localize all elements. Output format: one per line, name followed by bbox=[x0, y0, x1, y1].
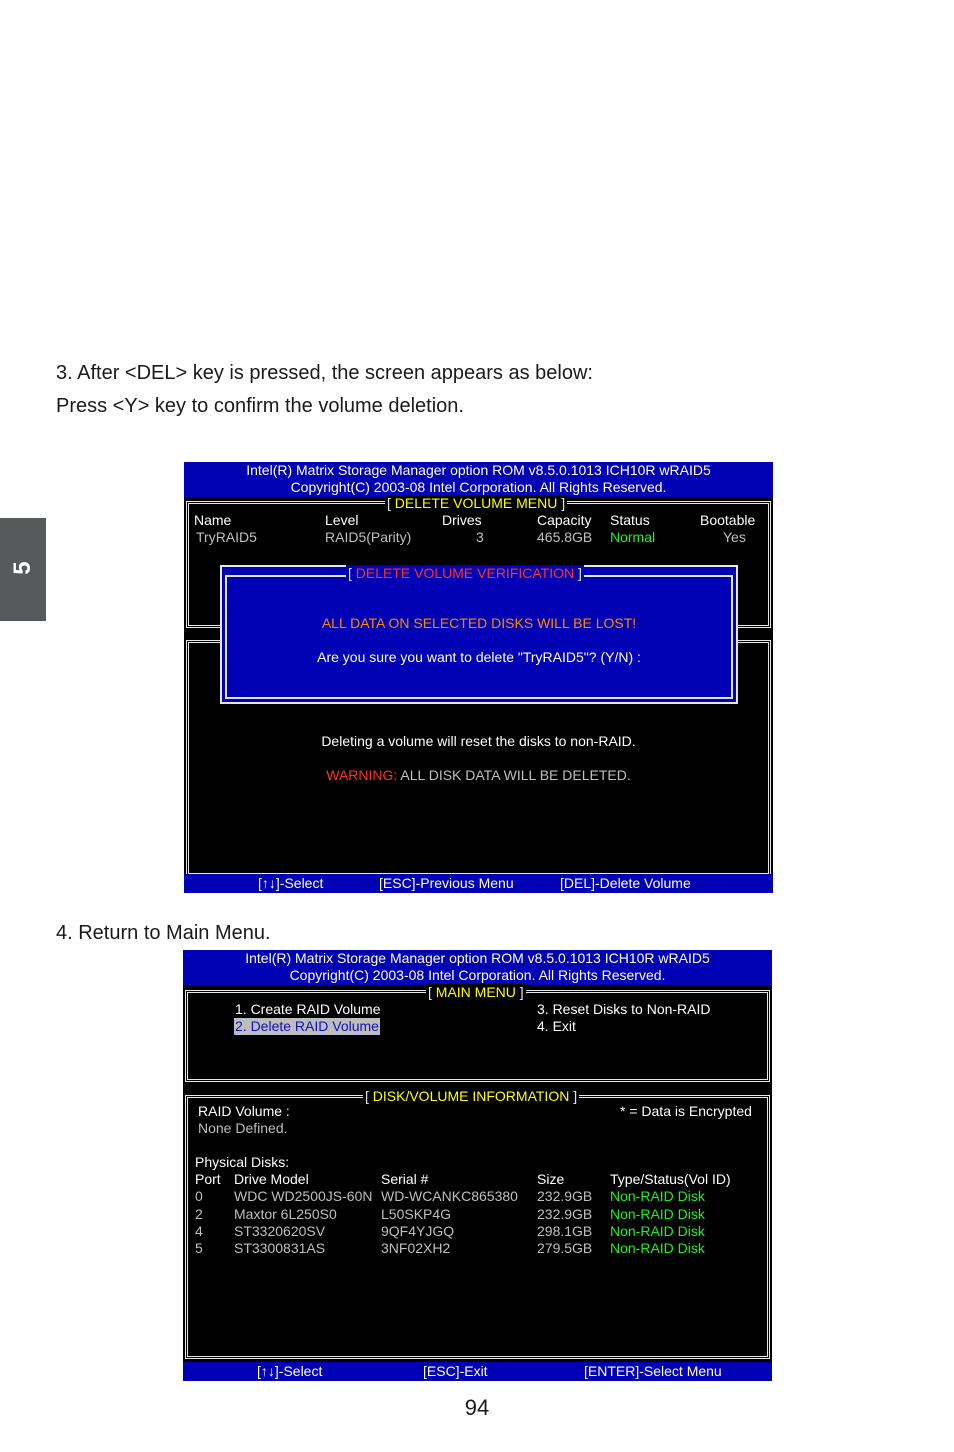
volume-capacity: 465.8GB bbox=[537, 529, 593, 545]
header-line2: Copyright(C) 2003-08 Intel Corporation. All Rights Reserved. bbox=[290, 479, 667, 495]
data-loss-warning: ALL DATA ON SELECTED DISKS WILL BE LOST! bbox=[321, 615, 637, 631]
header-line1: Intel(R) Matrix Storage Manager option ROM v8.5.0.1013 ICH10R wRAID5 bbox=[246, 462, 711, 478]
menu-delete-raid-volume[interactable]: 2. Delete RAID Volume bbox=[235, 1018, 379, 1034]
col-port: Port bbox=[195, 1171, 221, 1187]
physical-disks-label: Physical Disks: bbox=[195, 1154, 290, 1170]
disk-port: 0 bbox=[195, 1188, 203, 1204]
disk-size: 279.5GB bbox=[537, 1240, 593, 1256]
disk-model: Maxtor 6L250S0 bbox=[234, 1206, 337, 1222]
delete-confirm-prompt[interactable]: Are you sure you want to delete "TryRAID5"? (Y/N) : bbox=[317, 649, 641, 665]
volume-level: RAID5(Parity) bbox=[325, 529, 412, 545]
volume-bootable: Yes bbox=[723, 529, 746, 545]
col-capacity: Capacity bbox=[537, 512, 592, 528]
bios-footer bbox=[184, 874, 773, 893]
col-bootable: Bootable bbox=[700, 512, 756, 528]
col-drive-model: Drive Model bbox=[234, 1171, 309, 1187]
volume-drives: 3 bbox=[476, 529, 484, 545]
step3-line1: 3. After <DEL> key is pressed, the screen appears as below: bbox=[56, 362, 593, 384]
disk-type: Non-RAID Disk bbox=[610, 1223, 705, 1239]
col-name: Name bbox=[194, 512, 232, 528]
volume-status: Normal bbox=[610, 529, 656, 545]
page-number: 94 bbox=[464, 1395, 490, 1420]
menu-create-raid-volume[interactable]: 1. Create RAID Volume bbox=[235, 1001, 381, 1017]
disk-serial: WD-WCANKC865380 bbox=[381, 1188, 518, 1204]
col-size: Size bbox=[537, 1171, 565, 1187]
menu-reset-disks[interactable]: 3. Reset Disks to Non-RAID bbox=[537, 1001, 711, 1017]
footer-select-hint: [↑↓]-Select bbox=[257, 1363, 323, 1379]
main-menu-title: [ MAIN MENU ] bbox=[428, 984, 524, 1000]
footer-esc-hint: [ESC]-Exit bbox=[423, 1363, 488, 1379]
delete-verification-title: [ DELETE VOLUME VERIFICATION ] bbox=[348, 565, 582, 581]
col-status: Status bbox=[610, 512, 650, 528]
header-line2: Copyright(C) 2003-08 Intel Corporation. All Rights Reserved. bbox=[289, 967, 666, 983]
raid-volume-label: RAID Volume : bbox=[198, 1103, 290, 1119]
footer-enter-hint: [ENTER]-Select Menu bbox=[584, 1363, 722, 1379]
encrypted-note: * = Data is Encrypted bbox=[620, 1103, 752, 1119]
disk-size: 232.9GB bbox=[537, 1206, 593, 1222]
disk-port: 5 bbox=[195, 1240, 203, 1256]
footer-esc-hint: [ESC]-Previous Menu bbox=[379, 875, 514, 891]
disk-serial: 9QF4YJGQ bbox=[381, 1223, 455, 1239]
delete-volume-screen bbox=[184, 462, 773, 893]
disk-size: 232.9GB bbox=[537, 1188, 593, 1204]
disk-serial: 3NF02XH2 bbox=[381, 1240, 451, 1256]
footer-select-hint: [↑↓]-Select bbox=[258, 875, 324, 891]
col-level: Level bbox=[325, 512, 359, 528]
header-line1: Intel(R) Matrix Storage Manager option ROM v8.5.0.1013 ICH10R wRAID5 bbox=[245, 950, 710, 966]
col-type-status: Type/Status(Vol ID) bbox=[610, 1171, 731, 1187]
main-menu-screen bbox=[183, 950, 772, 1381]
disk-port: 2 bbox=[195, 1206, 203, 1222]
disk-model: WDC WD2500JS-60N bbox=[234, 1188, 373, 1204]
disk-model: ST3320620SV bbox=[234, 1223, 326, 1239]
disk-volume-info-title: [ DISK/VOLUME INFORMATION ] bbox=[365, 1088, 578, 1104]
bios-header bbox=[183, 950, 772, 985]
none-defined-text: None Defined. bbox=[198, 1120, 288, 1136]
volume-name[interactable]: TryRAID5 bbox=[196, 529, 257, 545]
reset-info-text: Deleting a volume will reset the disks to non-RAID. bbox=[321, 733, 636, 749]
disk-type: Non-RAID Disk bbox=[610, 1206, 705, 1222]
footer-del-hint: [DEL]-Delete Volume bbox=[560, 875, 691, 891]
disk-type: Non-RAID Disk bbox=[610, 1188, 705, 1204]
chapter-number: 5 bbox=[9, 561, 36, 575]
delete-volume-menu-title: [ DELETE VOLUME MENU ] bbox=[387, 495, 566, 511]
bios-header bbox=[184, 462, 773, 497]
step3-line2: Press <Y> key to confirm the volume deletion. bbox=[56, 395, 464, 417]
disk-size: 298.1GB bbox=[537, 1223, 593, 1239]
bios-footer bbox=[183, 1362, 772, 1381]
disk-type: Non-RAID Disk bbox=[610, 1240, 705, 1256]
disk-model: ST3300831AS bbox=[234, 1240, 326, 1256]
col-drives: Drives bbox=[442, 512, 482, 528]
step4-line1: 4. Return to Main Menu. bbox=[56, 922, 271, 944]
disk-serial: L50SKP4G bbox=[381, 1206, 452, 1222]
delete-verification-dialog bbox=[220, 565, 738, 704]
menu-exit[interactable]: 4. Exit bbox=[537, 1018, 576, 1034]
col-serial: Serial # bbox=[381, 1171, 429, 1187]
chapter-tab bbox=[0, 518, 46, 621]
disk-port: 4 bbox=[195, 1223, 203, 1239]
deletion-warning: WARNING: ALL DISK DATA WILL BE DELETED. bbox=[326, 767, 631, 783]
